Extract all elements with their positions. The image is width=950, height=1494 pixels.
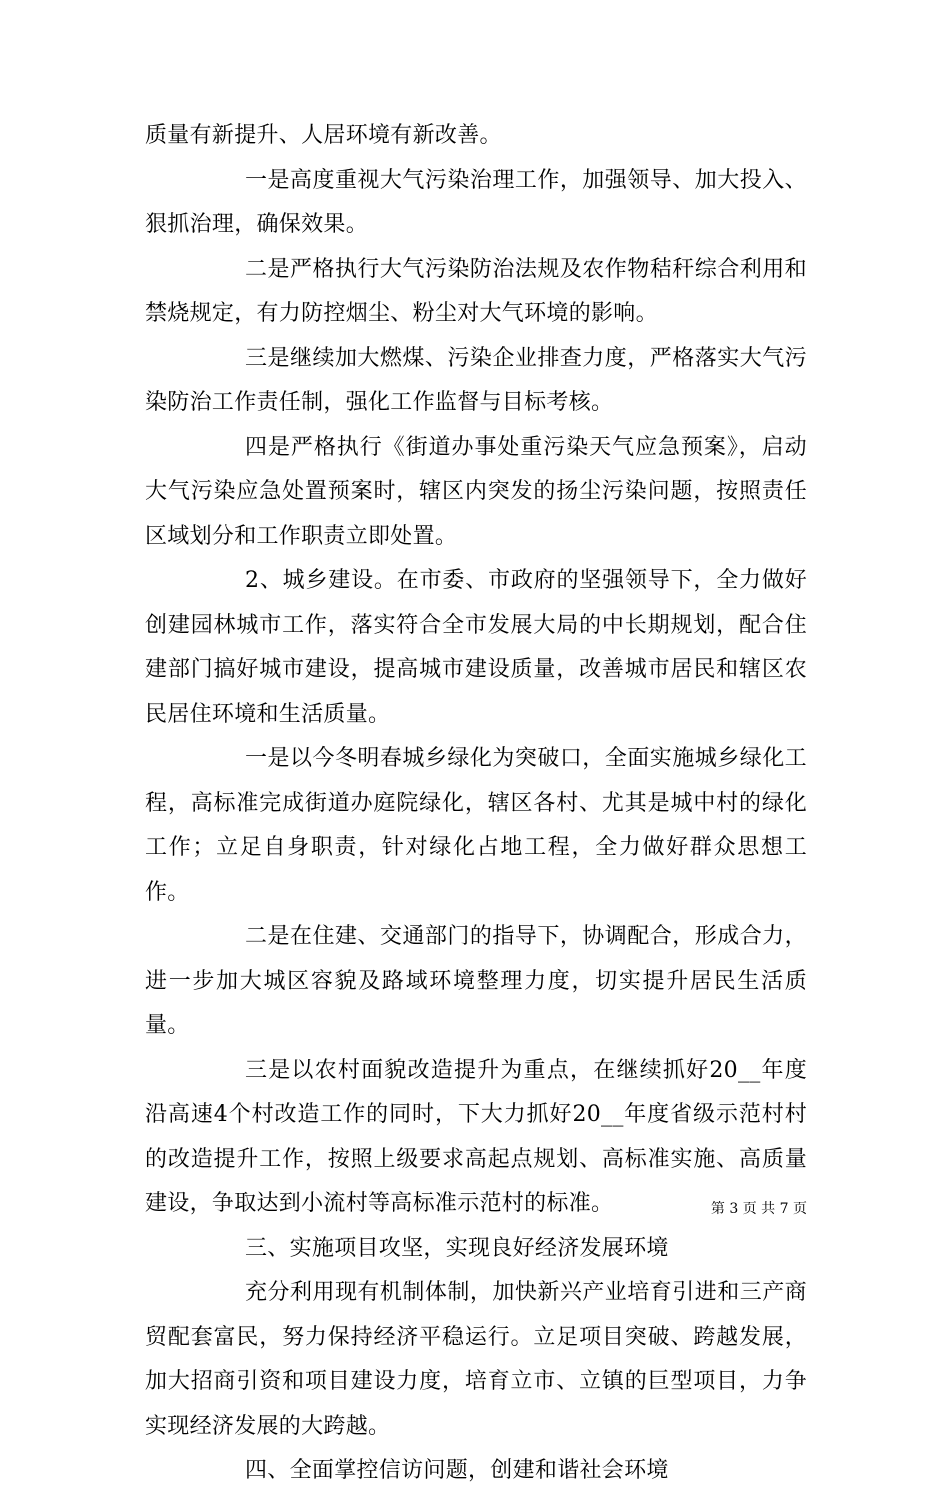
document-body bbox=[145, 114, 807, 1494]
section-heading-petitions: 四、全面掌控信访问题，创建和谐社会环境 bbox=[245, 1458, 669, 1483]
page-number-footer: 第 3 页 共 7 页 bbox=[710, 1201, 807, 1217]
paragraph-urban-rural-construction: 2、城乡建设。在市委、市政府的坚强领导下，全力做好创建园林城市工作，落实符合全市发展大局的中长期规划，配合住建部门搞好城市建设，提高城市建设质量，改善城市居民和辖区农民居住环境和生活质量。 bbox=[145, 568, 807, 727]
paragraph-air-pollution-4: 四是严格执行《街道办事处重污染天气应急预案》，启动大气污染应急处置预案时，辖区内突发的扬尘污染问题，按照责任区域划分和工作职责立即处置。 bbox=[145, 434, 807, 549]
paragraph-city-appearance: 二是在住建、交通部门的指导下，协调配合，形成合力，进一步加大城区容貌及路域环境整理力度，切实提升居民生活质量。 bbox=[145, 924, 807, 1038]
paragraph-economy: 充分利用现有机制体制，加快新兴产业培育引进和三产商贸配套富民，努力保持经济平稳运行。立足项目突破、跨越发展，加大招商引资和项目建设力度，培育立市、立镇的巨型项目，力争实现经济发展的大跨越。 bbox=[145, 1280, 807, 1439]
paragraph-air-pollution-2: 二是严格执行大气污染防治法规及农作物秸秆综合利用和禁烧规定，有力防控烟尘、粉尘对大气环境的影响。 bbox=[145, 256, 807, 326]
section-heading-projects: 三、实施项目攻坚，实现良好经济发展环境 bbox=[245, 1235, 669, 1261]
paragraph-air-pollution-1: 一是高度重视大气污染治理工作，加强领导、加大投入、狠抓治理，确保效果。 bbox=[145, 167, 807, 237]
paragraph-greening: 一是以今冬明春城乡绿化为突破口，全面实施城乡绿化工程，高标准完成街道办庭院绿化，辖区各村、尤其是城中村的绿化工作；立足自身职责，针对绿化占地工程，全力做好群众思想工作。 bbox=[145, 746, 807, 905]
paragraph-continuation: 质量有新提升、人居环境有新改善。 bbox=[145, 123, 502, 148]
paragraph-village-renovation: 三是以农村面貌改造提升为重点，在继续抓好20__年度沿高速4个村改造工作的同时，下大力抓好20__年度省级示范村村的改造提升工作，按照上级要求高起点规划、高标准实施、高质量建设，争取达到小流村等高标准示范村的标准。 bbox=[145, 1057, 807, 1216]
paragraph-air-pollution-3: 三是继续加大燃煤、污染企业排查力度，严格落实大气污染防治工作责任制，强化工作监督与目标考核。 bbox=[145, 345, 807, 415]
